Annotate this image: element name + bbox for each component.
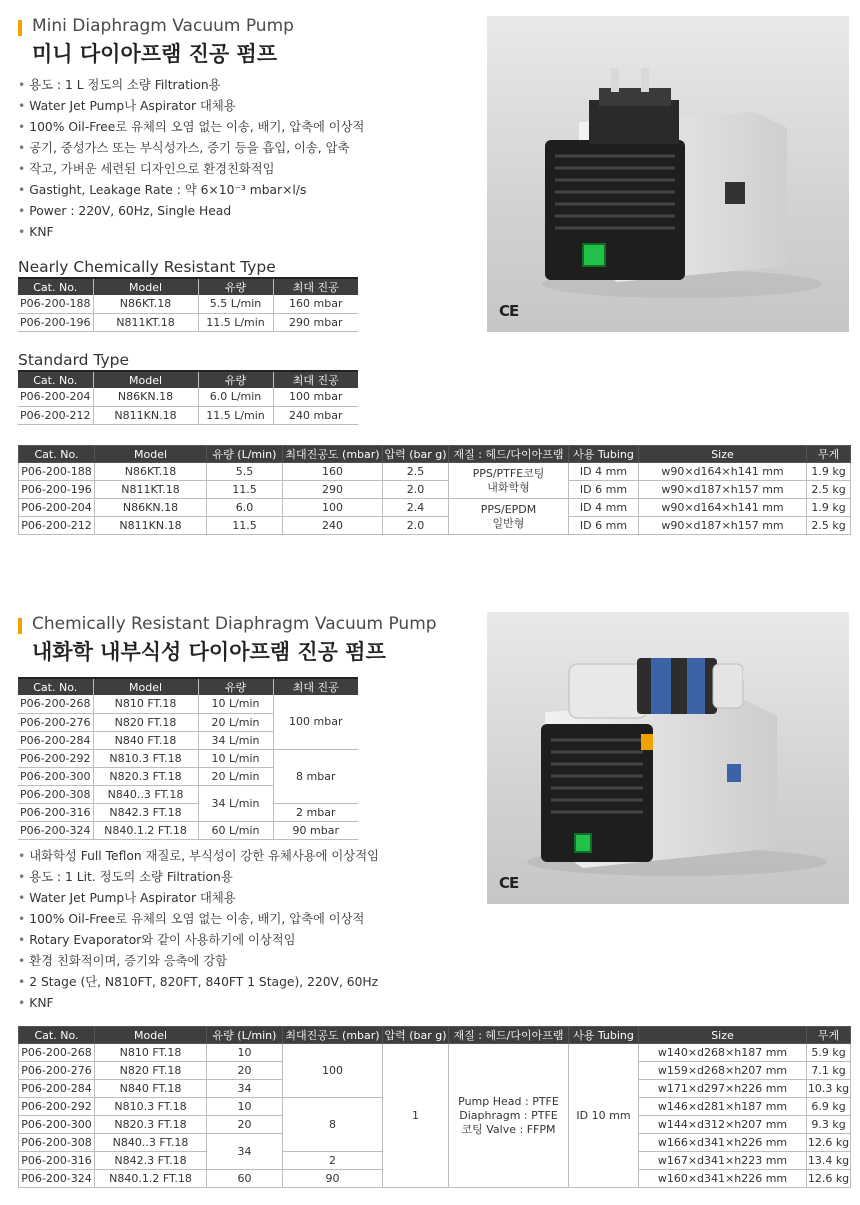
cell: 160 (283, 463, 383, 481)
cell: N810 FT.18 (95, 1044, 207, 1062)
cell: w159×d268×h207 mm (639, 1062, 807, 1080)
cell: N840 FT.18 (93, 731, 198, 749)
list-item: • 환경 친화적이며, 증기와 응축에 강함 (18, 951, 379, 972)
col-header: Model (95, 1027, 207, 1044)
list-item: • 용도 : 1 L 정도의 소량 Filtration용 (18, 75, 364, 96)
col-header: Model (93, 371, 198, 388)
table-row (18, 821, 358, 839)
cell: 9.3 kg (807, 1116, 851, 1134)
cell: P06-200-308 (19, 1134, 95, 1152)
cell: w166×d341×h226 mm (639, 1134, 807, 1152)
table-row (18, 406, 358, 424)
cell: 90 (283, 1170, 383, 1188)
col-header: Cat. No. (19, 446, 95, 463)
cell: P06-200-196 (19, 481, 95, 499)
cell: N842.3 FT.18 (93, 803, 198, 821)
list-item: • 2 Stage (단, N810FT, 820FT, 840FT 1 Stage), 220V, 60Hz (18, 972, 379, 993)
cell: P06-200-284 (18, 731, 93, 749)
col-header: 무게 (807, 446, 851, 463)
cell: 11.5 (207, 517, 283, 535)
cell: N811KN.18 (95, 517, 207, 535)
list-item: • Rotary Evaporator와 같이 사용하기에 이상적임 (18, 930, 379, 951)
cell: P06-200-324 (18, 821, 93, 839)
pump-illustration (487, 612, 849, 904)
cell: 1 (383, 1044, 449, 1188)
cell: N840 FT.18 (95, 1080, 207, 1098)
section2-title-en: Chemically Resistant Diaphragm Vacuum Pump (32, 614, 437, 634)
list-item: • Power : 220V, 60Hz, Single Head (18, 201, 364, 222)
cell: w144×d312×h207 mm (639, 1116, 807, 1134)
cell: 20 L/min (198, 767, 273, 785)
table-row (18, 749, 358, 767)
list-item: • 작고, 가벼운 세련된 디자인으로 환경친화적임 (18, 159, 364, 180)
cell: ID 4 mm (569, 499, 639, 517)
material-line: Pump Head : PTFE (458, 1094, 559, 1108)
col-header: 유량 (198, 678, 273, 695)
cell: N86KN.18 (93, 388, 198, 406)
list-item: • Water Jet Pump나 Aspirator 대체용 (18, 888, 379, 909)
chemical-pump-photo (487, 612, 849, 904)
cell: 1.9 kg (807, 499, 851, 517)
cell: 10 L/min (198, 749, 273, 767)
cell: w160×d341×h226 mm (639, 1170, 807, 1188)
type2-table (18, 370, 358, 425)
cell: N810 FT.18 (93, 695, 198, 713)
cell: P06-200-316 (19, 1152, 95, 1170)
material-line: 일반형 (492, 516, 525, 530)
section2-spec-table (18, 1026, 851, 1188)
cell: 2.0 (383, 481, 449, 499)
cell: P06-200-276 (18, 713, 93, 731)
cell: 2.5 kg (807, 517, 851, 535)
col-header: Model (95, 446, 207, 463)
cell: P06-200-300 (18, 767, 93, 785)
ce-mark: CE (499, 302, 519, 320)
cell: 60 (207, 1170, 283, 1188)
cell: 11.5 (207, 481, 283, 499)
cell: N810.3 FT.18 (93, 749, 198, 767)
cell: 6.0 L/min (198, 388, 273, 406)
cell: 34 L/min (198, 785, 273, 821)
cell: N820.3 FT.18 (93, 767, 198, 785)
section1-feature-list (18, 75, 364, 243)
cell: P06-200-308 (18, 785, 93, 803)
list-item: • 100% Oil-Free로 유체의 오염 없는 이송, 배기, 압축에 이상적 (18, 909, 379, 930)
cell: N820 FT.18 (93, 713, 198, 731)
col-header: 최대진공도 (mbar) (283, 1027, 383, 1044)
cell: N820.3 FT.18 (95, 1116, 207, 1134)
list-item: • Gastight, Leakage Rate : 약 6×10⁻³ mbar×l/s (18, 180, 364, 201)
material-line: 내화학형 (487, 480, 530, 494)
col-header: 압력 (bar g) (383, 1027, 449, 1044)
cell: N86KT.18 (93, 295, 198, 313)
cell: ID 10 mm (569, 1044, 639, 1188)
cell: 10 (207, 1098, 283, 1116)
cell: N840.1.2 FT.18 (93, 821, 198, 839)
col-header: 유량 (L/min) (207, 446, 283, 463)
cell: 6.9 kg (807, 1098, 851, 1116)
cell: 5.5 (207, 463, 283, 481)
cell: ID 6 mm (569, 517, 639, 535)
cell: N86KN.18 (95, 499, 207, 517)
cell: P06-200-204 (18, 388, 93, 406)
list-item: • KNF (18, 222, 364, 243)
cell: 90 mbar (273, 821, 358, 839)
cell: 240 (283, 517, 383, 535)
cell: 2.4 (383, 499, 449, 517)
col-header: 최대 진공 (273, 678, 358, 695)
table-row (18, 388, 358, 406)
cell: 11.5 L/min (198, 406, 273, 424)
cell: N820 FT.18 (95, 1062, 207, 1080)
col-header: Model (93, 278, 198, 295)
cell: P06-200-204 (19, 499, 95, 517)
col-header: 최대 진공 (273, 278, 358, 295)
material-line: PPS/PTFE코팅 (472, 466, 545, 480)
cell: 2 mbar (273, 803, 358, 821)
table-row (19, 499, 851, 517)
cell: w90×d187×h157 mm (639, 517, 807, 535)
mini-pump-photo (487, 16, 849, 332)
list-item: • 공기, 중성가스 또는 부식성가스, 증기 등을 흡입, 이송, 압축 (18, 138, 364, 159)
cell: w90×d164×h141 mm (639, 463, 807, 481)
cell: 10.3 kg (807, 1080, 851, 1098)
cell: P06-200-212 (18, 406, 93, 424)
cell: P06-200-284 (19, 1080, 95, 1098)
cell: w171×d297×h226 mm (639, 1080, 807, 1098)
accent-bar (18, 20, 22, 36)
cell: N840..3 FT.18 (93, 785, 198, 803)
material-cell (449, 1044, 569, 1188)
cell: P06-200-212 (19, 517, 95, 535)
list-item: • 용도 : 1 Lit. 정도의 소량 Filtration용 (18, 867, 379, 888)
cell: 290 (283, 481, 383, 499)
col-header: 무게 (807, 1027, 851, 1044)
col-header: 재질 : 헤드/다이아프램 (449, 446, 569, 463)
table-row (19, 1044, 851, 1062)
section2-feature-list (18, 846, 379, 1014)
cell: 100 mbar (273, 388, 358, 406)
cell: 7.1 kg (807, 1062, 851, 1080)
cell: 20 (207, 1062, 283, 1080)
cell: 34 (207, 1134, 283, 1170)
cell: 2.0 (383, 517, 449, 535)
cell: w167×d341×h223 mm (639, 1152, 807, 1170)
col-header: 사용 Tubing (569, 446, 639, 463)
table-row (18, 803, 358, 821)
cell: P06-200-188 (19, 463, 95, 481)
cell: 240 mbar (273, 406, 358, 424)
cell: 20 L/min (198, 713, 273, 731)
cell: N811KT.18 (93, 313, 198, 331)
table-row (18, 313, 358, 331)
cell: 12.6 kg (807, 1134, 851, 1152)
table-row (18, 695, 358, 713)
cell: w90×d164×h141 mm (639, 499, 807, 517)
list-item: • Water Jet Pump나 Aspirator 대체용 (18, 96, 364, 117)
cell: P06-200-300 (19, 1116, 95, 1134)
cell: 10 L/min (198, 695, 273, 713)
cell: 11.5 L/min (198, 313, 273, 331)
list-item: • KNF (18, 993, 379, 1014)
cell: 160 mbar (273, 295, 358, 313)
cell: 2.5 (383, 463, 449, 481)
list-item: • 내화학성 Full Teflon 재질로, 부식성이 강한 유체사용에 이상적임 (18, 846, 379, 867)
cell: 34 (207, 1080, 283, 1098)
col-header: Cat. No. (18, 371, 93, 388)
cell: P06-200-324 (19, 1170, 95, 1188)
cell: ID 6 mm (569, 481, 639, 499)
col-header: 재질 : 헤드/다이아프램 (449, 1027, 569, 1044)
cell: P06-200-316 (18, 803, 93, 821)
cell: 8 (283, 1098, 383, 1152)
cell: N811KN.18 (93, 406, 198, 424)
cell: 6.0 (207, 499, 283, 517)
section1-title-ko: 미니 다이아프램 진공 펌프 (32, 42, 278, 66)
cell: P06-200-188 (18, 295, 93, 313)
material-line: 코팅 Valve : FFPM (461, 1122, 556, 1136)
type2-title: Standard Type (18, 351, 130, 369)
cell: N811KT.18 (95, 481, 207, 499)
cell: N840.1.2 FT.18 (95, 1170, 207, 1188)
type1-title: Nearly Chemically Resistant Type (18, 258, 276, 276)
pump-illustration (487, 16, 849, 332)
material-line: Diaphragm : PTFE (459, 1108, 558, 1122)
cell: 290 mbar (273, 313, 358, 331)
accent-bar (18, 618, 22, 634)
cell: 10 (207, 1044, 283, 1062)
col-header: Cat. No. (18, 678, 93, 695)
cell: 1.9 kg (807, 463, 851, 481)
cell: 60 L/min (198, 821, 273, 839)
type1-table (18, 277, 358, 332)
col-header: Cat. No. (19, 1027, 95, 1044)
cell: w140×d268×h187 mm (639, 1044, 807, 1062)
cell: 5.5 L/min (198, 295, 273, 313)
cell: N840..3 FT.18 (95, 1134, 207, 1152)
table-row (18, 295, 358, 313)
cell: w146×d281×h187 mm (639, 1098, 807, 1116)
col-header: 최대 진공 (273, 371, 358, 388)
cell: P06-200-268 (18, 695, 93, 713)
cell: ID 4 mm (569, 463, 639, 481)
cell: 2 (283, 1152, 383, 1170)
cell: P06-200-292 (19, 1098, 95, 1116)
table-row (19, 463, 851, 481)
table-row (19, 517, 851, 535)
material-cell (449, 463, 569, 499)
cell: N810.3 FT.18 (95, 1098, 207, 1116)
ce-mark: CE (499, 874, 519, 892)
col-header: Size (639, 1027, 807, 1044)
section1-title-en: Mini Diaphragm Vacuum Pump (32, 16, 294, 36)
cell: 20 (207, 1116, 283, 1134)
col-header: Model (93, 678, 198, 695)
material-line: PPS/EPDM (480, 502, 537, 516)
col-header: Cat. No. (18, 278, 93, 295)
cell: w90×d187×h157 mm (639, 481, 807, 499)
cell: 100 (283, 499, 383, 517)
col-header: 사용 Tubing (569, 1027, 639, 1044)
cell: P06-200-268 (19, 1044, 95, 1062)
material-cell (449, 499, 569, 535)
section2-summary-table (18, 677, 358, 840)
cell: 8 mbar (273, 749, 358, 803)
cell: N86KT.18 (95, 463, 207, 481)
table-row (19, 481, 851, 499)
cell: 34 L/min (198, 731, 273, 749)
col-header: 유량 (198, 371, 273, 388)
cell: P06-200-292 (18, 749, 93, 767)
cell: 5.9 kg (807, 1044, 851, 1062)
section2-title-ko: 내화학 내부식성 다이아프램 진공 펌프 (32, 640, 386, 664)
cell: P06-200-196 (18, 313, 93, 331)
list-item: • 100% Oil-Free로 유체의 오염 없는 이송, 배기, 압축에 이상적 (18, 117, 364, 138)
col-header: 유량 (L/min) (207, 1027, 283, 1044)
section1-spec-table (18, 445, 851, 535)
cell: 100 (283, 1044, 383, 1098)
cell: N842.3 FT.18 (95, 1152, 207, 1170)
cell: P06-200-276 (19, 1062, 95, 1080)
cell: 2.5 kg (807, 481, 851, 499)
cell: 100 mbar (273, 695, 358, 749)
cell: 13.4 kg (807, 1152, 851, 1170)
col-header: 최대진공도 (mbar) (283, 446, 383, 463)
col-header: Size (639, 446, 807, 463)
cell: 12.6 kg (807, 1170, 851, 1188)
col-header: 압력 (bar g) (383, 446, 449, 463)
col-header: 유량 (198, 278, 273, 295)
